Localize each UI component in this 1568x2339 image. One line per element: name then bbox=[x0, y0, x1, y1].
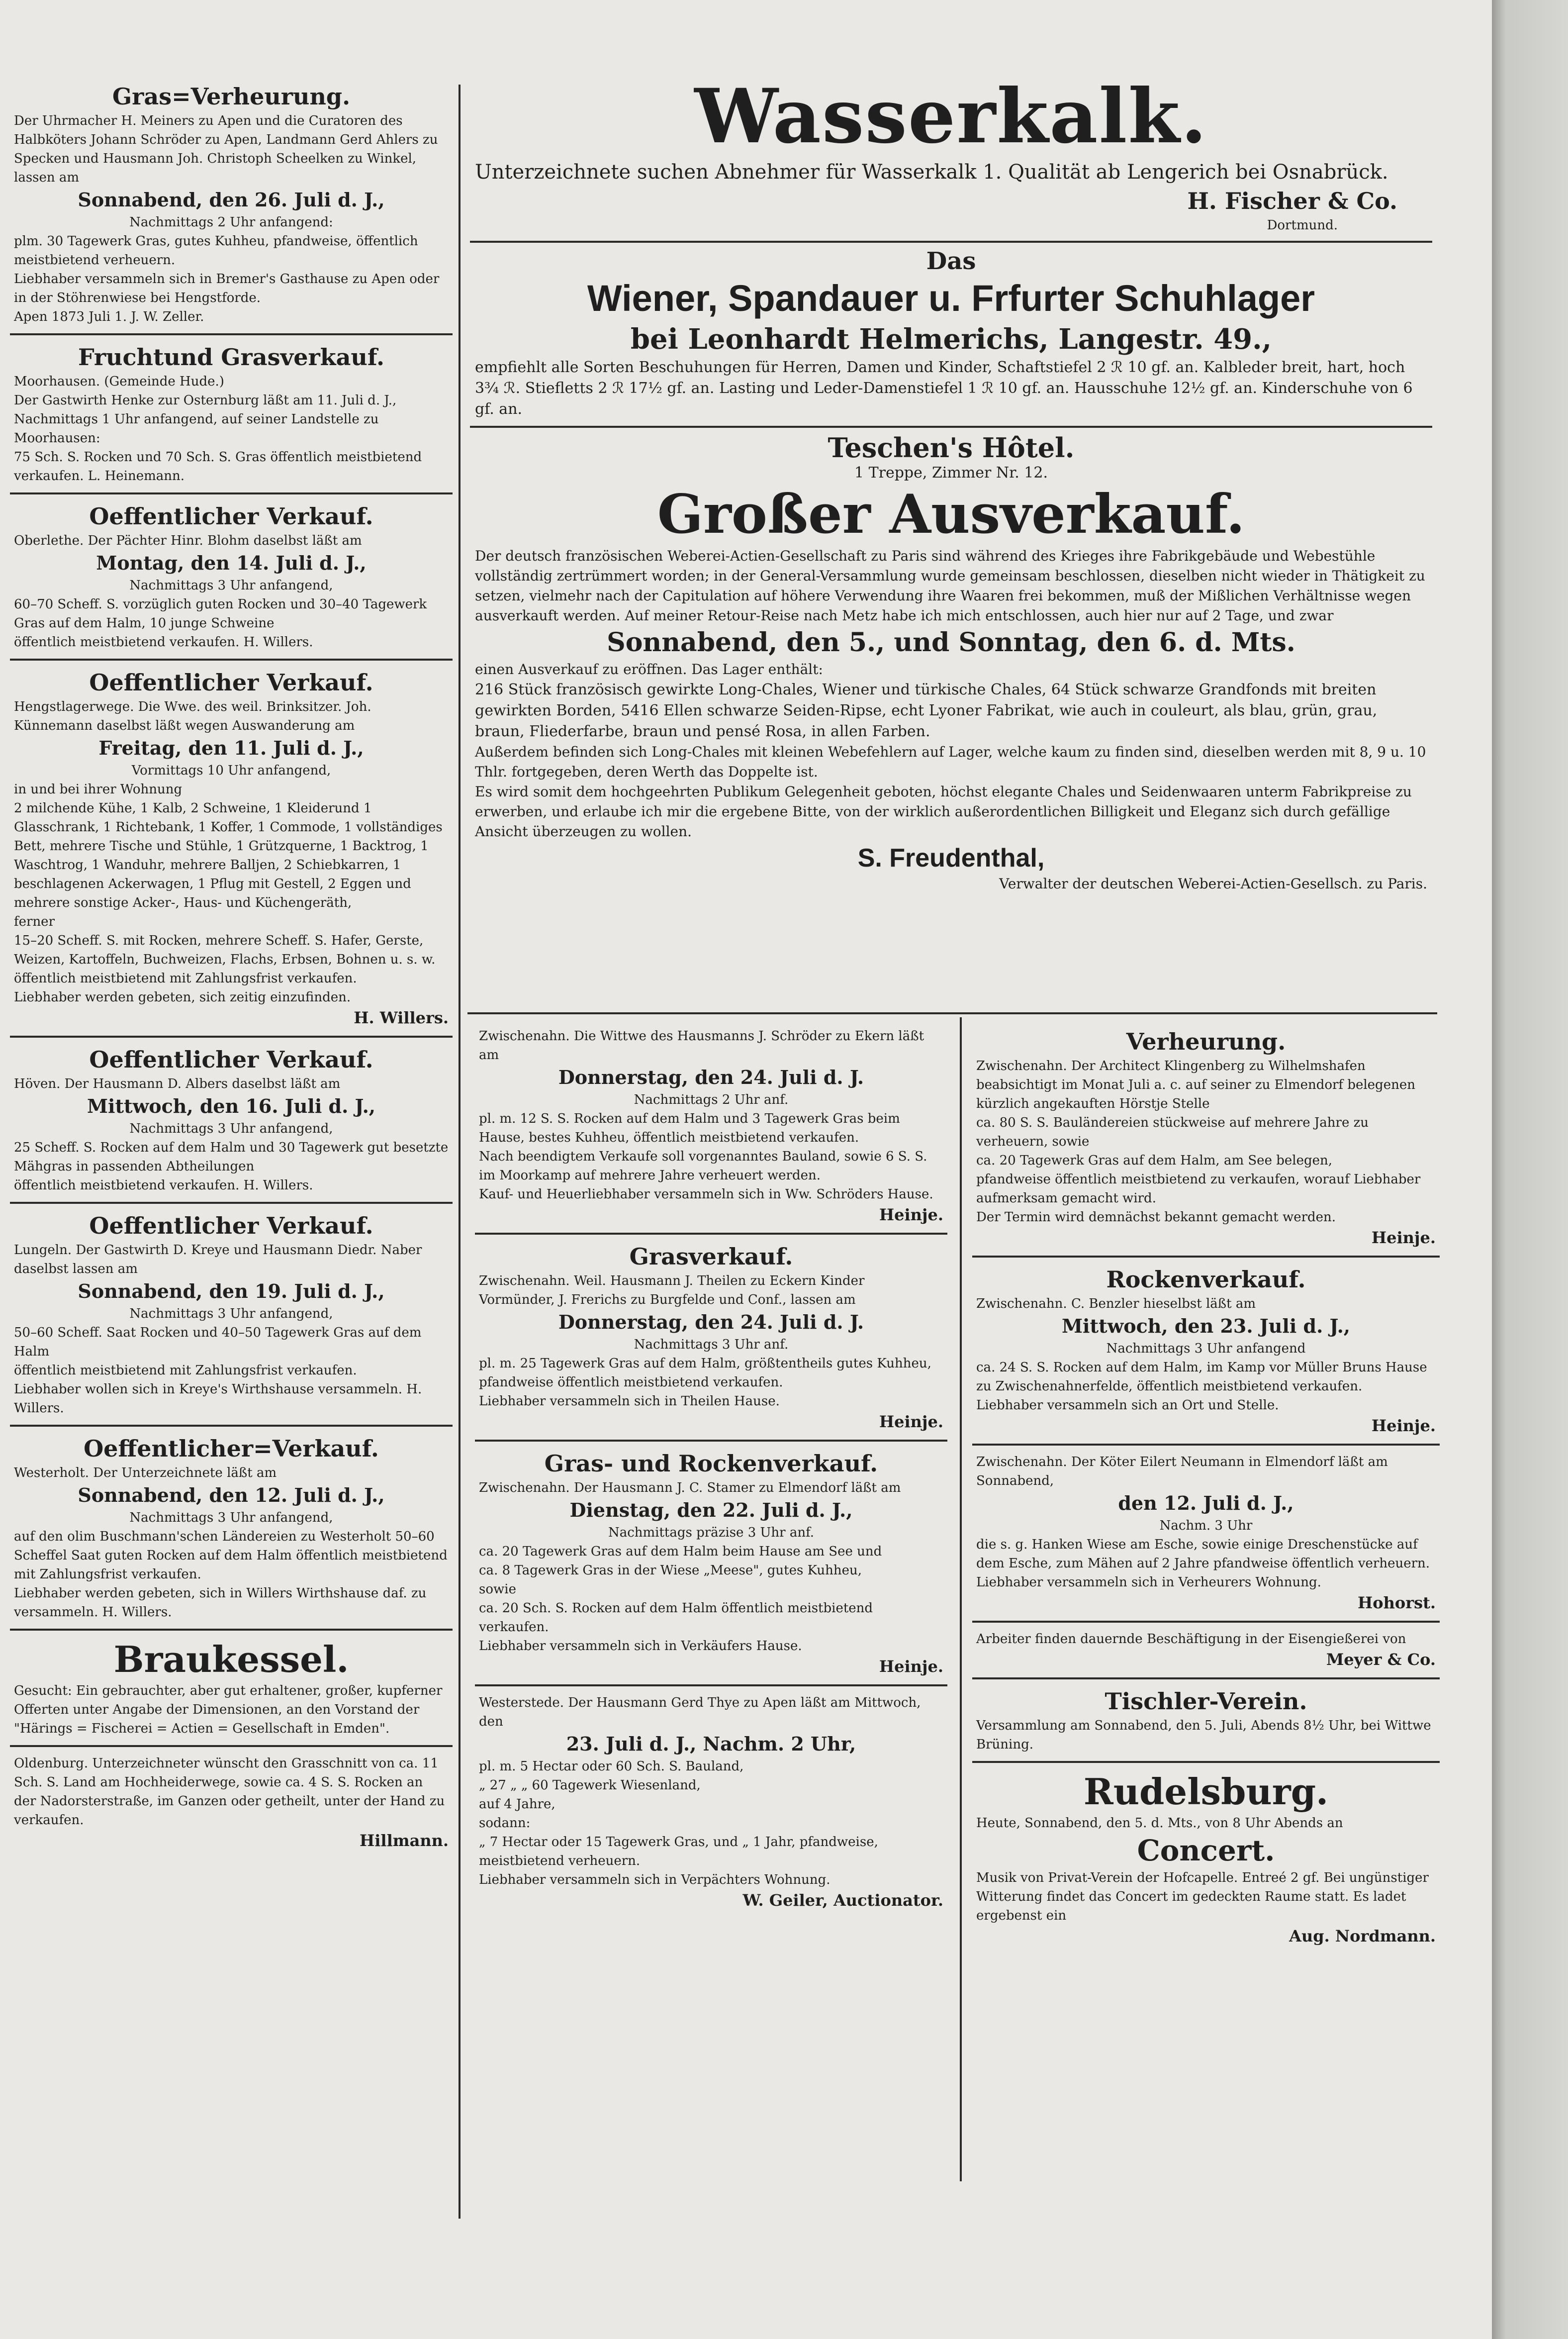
left-ad-line: Lungeln. Der Gastwirth D. Kreye und Hausmann Diedr. Naber daselbst lassen am bbox=[14, 1243, 422, 1276]
left-ad-title: Braukessel. bbox=[113, 1638, 349, 1680]
left-ad-title: Oeffentlicher Verkauf. bbox=[89, 503, 373, 530]
ausverkauf-title: Großer Ausverkauf. bbox=[657, 483, 1245, 546]
ausverkauf-p5: Es wird somit dem hochgeehrten Publikum Gelegenheit geboten, höchst elegante Chales und Seidenwaaren unterm Fabrikpreise zu erwerben, und erlaube ich mir die ergebene Bitte, von der wirklich außerordentlichen Billigkeit und Eleganz sich durch gefällige Ansicht überzeugen zu wollen. bbox=[475, 783, 1412, 840]
right-ad-line: Heinje. bbox=[1371, 1228, 1436, 1247]
left-ad-line: Sonnabend, den 12. Juli d. J., bbox=[78, 1484, 385, 1506]
right-ad-line: Liebhaber versammeln sich an Ort und Stelle. bbox=[976, 1398, 1279, 1413]
mid-ad-line: Dienstag, den 22. Juli d. J., bbox=[569, 1499, 853, 1521]
left-ad-line: in und bei ihrer Wohnung bbox=[14, 782, 183, 797]
mid-ad-line: Liebhaber versammeln sich in Theilen Hause. bbox=[479, 1394, 780, 1409]
left-ad-line: 25 Scheff. S. Rocken auf dem Halm und 30 Tagewerk gut besetzte Mähgras in passenden Abtheilungen bbox=[14, 1140, 449, 1174]
wasserkalk-firm: H. Fischer & Co. bbox=[1187, 188, 1397, 214]
right-ad bbox=[972, 1679, 1440, 1763]
right-ad bbox=[972, 1020, 1440, 1258]
left-ad bbox=[10, 1747, 453, 1858]
left-ad-title: Oeffentlicher=Verkauf. bbox=[84, 1435, 379, 1462]
schuhlager-text: empfiehlt alle Sorten Beschuhungen für Herren, Damen und Kinder, Schaftstiefel 2 ℛ 10 gf. an. Kalbleder breit, hart, hoch 3¾ ℛ. Stiefletts 2 ℛ 17½ gf. an. Lasting und Leder-Damenstiefel 1 ℛ 10 gf. an. Hausschuhe 12½ gf. an. Kinderschuhe von 6 gf. an. bbox=[475, 359, 1413, 418]
mid-ad-title: Grasverkauf. bbox=[629, 1243, 793, 1270]
right-ad-line: Liebhaber versammeln sich in Verheurers Wohnung. bbox=[976, 1575, 1321, 1590]
left-ad-line: 50–60 Scheff. Saat Rocken und 40–50 Tagewerk Gras auf dem Halm bbox=[14, 1325, 422, 1359]
right-ad bbox=[972, 1623, 1440, 1679]
left-ad bbox=[10, 335, 453, 494]
left-ad-line: 75 Sch. S. Rocken und 70 Sch. S. Gras öffentlich meistbietend verkaufen. L. Heinemann. bbox=[14, 450, 422, 484]
left-ad-line: Nachmittags 2 Uhr anfangend: bbox=[129, 215, 333, 230]
right-ad-line: ca. 20 Tagewerk Gras auf dem Halm, am See belegen, bbox=[976, 1153, 1332, 1168]
left-ad-line: Gesucht: Ein gebrauchter, aber gut erhaltener, großer, kupferner bbox=[14, 1683, 443, 1698]
left-ad bbox=[10, 1631, 453, 1747]
right-ad-title: Verheurung. bbox=[1126, 1028, 1286, 1055]
mid-ad-line: sodann: bbox=[479, 1816, 531, 1831]
mid-ad-line: W. Geiler, Auctionator. bbox=[742, 1891, 943, 1910]
right-ad-line: pfandweise öffentlich meistbietend zu verkaufen, worauf Liebhaber aufmerksam gemacht wird. bbox=[976, 1172, 1421, 1206]
left-ad bbox=[10, 1204, 453, 1427]
left-ad-line: öffentlich meistbietend verkaufen. H. Willers. bbox=[14, 635, 313, 650]
left-ad-line: Vormittags 10 Uhr anfangend, bbox=[131, 763, 331, 778]
column-rule-left bbox=[459, 85, 461, 2219]
left-ad-line: Moorhausen. (Gemeinde Hude.) bbox=[14, 374, 224, 389]
right-ad-line: den 12. Juli d. J., bbox=[1118, 1492, 1294, 1514]
right-ad bbox=[972, 1446, 1440, 1623]
right-ad-line: Nachm. 3 Uhr bbox=[1159, 1518, 1253, 1533]
left-ad-line: plm. 30 Tagewerk Gras, gutes Kuhheu, pfandweise, öffentlich meistbietend verheuern. bbox=[14, 234, 418, 268]
wasserkalk-city: Dortmund. bbox=[1267, 218, 1338, 233]
mid-ad-line: Liebhaber versammeln sich in Verpächters Wohnung. bbox=[479, 1872, 830, 1887]
ausverkauf-ad bbox=[470, 428, 1432, 897]
right-ad-title: Rockenverkauf. bbox=[1106, 1266, 1306, 1293]
right-ad-line: Concert. bbox=[1137, 1834, 1275, 1867]
mid-ad-line: Zwischenahn. Die Wittwe des Hausmanns J. Schröder zu Ekern läßt am bbox=[479, 1029, 924, 1063]
mid-ad-line: Zwischenahn. Der Hausmann J. C. Stamer zu Elmendorf läßt am bbox=[479, 1480, 901, 1495]
left-ad-line: öffentlich meistbietend mit Zahlungsfrist verkaufen. bbox=[14, 971, 357, 986]
left-ad bbox=[10, 494, 453, 661]
mid-ad-title: Gras- und Rockenverkauf. bbox=[544, 1450, 878, 1477]
mid-ad-line: auf 4 Jahre, bbox=[479, 1797, 555, 1812]
left-ad-title: Oeffentlicher Verkauf. bbox=[89, 1212, 373, 1239]
right-ad-line: Zwischenahn. Der Köter Eilert Neumann in Elmendorf läßt am Sonnabend, bbox=[976, 1455, 1388, 1488]
mid-ad-line: „ 7 Hectar oder 15 Tagewerk Gras, und „ 1 Jahr, pfandweise, bbox=[479, 1835, 878, 1850]
mid-ad-line: Westerstede. Der Hausmann Gerd Thye zu Apen läßt am Mittwoch, den bbox=[479, 1695, 921, 1729]
left-ad-line: Freitag, den 11. Juli d. J., bbox=[98, 737, 364, 759]
right-ad-title: Tischler-Verein. bbox=[1105, 1688, 1307, 1715]
left-ad-line: Liebhaber werden gebeten, sich zeitig einzufinden. bbox=[14, 990, 351, 1005]
wasserkalk-title: Wasserkalk. bbox=[694, 75, 1208, 160]
mid-ad bbox=[475, 1442, 947, 1686]
right-ad-line: Nachmittags 3 Uhr anfangend bbox=[1106, 1341, 1306, 1356]
mid-ad-line: Heinje. bbox=[879, 1412, 943, 1431]
ausverkauf-dates: Sonnabend, den 5., und Sonntag, den 6. d. Mts. bbox=[607, 627, 1295, 658]
column-rule-mid bbox=[960, 1017, 962, 2181]
left-ad-line: Höven. Der Hausmann D. Albers daselbst läßt am bbox=[14, 1076, 341, 1091]
left-ad-line: auf den olim Buschmann'schen Ländereien zu Westerholt 50–60 Scheffel Saat guten Rocken auf dem Halm öffentlich meistbietend mit Zahlungsfrist verkaufen. bbox=[14, 1529, 448, 1582]
right-ad-line: Der Termin wird demnächst bekannt gemacht werden. bbox=[976, 1210, 1336, 1225]
left-ad-line: Hengstlagerwege. Die Wwe. des weil. Brinksitzer. Joh. Künnemann daselbst läßt wegen Auswanderung am bbox=[14, 699, 371, 733]
left-ad-line: 2 milchende Kühe, 1 Kalb, 2 Schweine, 1 Kleiderund 1 Glasschrank, 1 Richtebank, 1 Koffer, 1 Commode, 1 vollständiges Bett, mehrere Tische und Stühle, 1 Grützquerne, 1 Backtrog, 1 Waschtrog, 1 Wanduhr, mehrere Balljen, 2 Schiebkarren, 1 beschlagenen Ackerwagen, 1 Pflug mit Gestell, 2 Eggen und mehrere sonstige Acker-, Haus- und Küchengeräth, bbox=[14, 801, 443, 910]
mid-ad-line: Kauf- und Heuerliebhaber versammeln sich in Ww. Schröders Hause. bbox=[479, 1187, 933, 1202]
left-ad-line: ferner bbox=[14, 914, 55, 929]
ausverkauf-p1: Der deutsch französischen Weberei-Actien-Gesellschaft zu Paris sind während des Krieges ihre Fabrikgebäude und Webestühle vollständig zertrümmert worden; in der General-Versammlung wurde gemeinsam beschlossen, dieselben nicht wieder in Thätigkeit zu setzen, vielmehr nach der Capitulation auf höhere Verwendung ihre Waaren frei bekommen, muß der Mißlichen Verhältnisse wegen ausverkauft werden. Auf meiner Retour-Reise nach Metz habe ich mich entschlossen, auch hier nur auf 2 Tage, und zwar bbox=[475, 548, 1425, 624]
left-ad-line: Oberlethe. Der Pächter Hinr. Blohm daselbst läßt am bbox=[14, 533, 362, 548]
right-ad bbox=[972, 1258, 1440, 1446]
left-ad-line: Liebhaber werden gebeten, sich in Willers Wirthshause daf. zu versammeln. H. Willers. bbox=[14, 1586, 427, 1620]
left-column bbox=[10, 75, 453, 2229]
ausverkauf-signature-title: Verwalter der deutschen Weberei-Actien-Gesellsch. zu Paris. bbox=[999, 876, 1427, 892]
right-ad-line: Heute, Sonnabend, den 5. d. Mts., von 8 Uhr Abends an bbox=[976, 1816, 1343, 1831]
left-ad-line: Montag, den 14. Juli d. J., bbox=[96, 552, 367, 574]
ausverkauf-signature: S. Freudenthal, bbox=[857, 844, 1045, 873]
mid-ad-line: 23. Juli d. J., Nachm. 2 Uhr, bbox=[566, 1733, 856, 1755]
mid-ad-line: ca. 8 Tagewerk Gras in der Wiese „Meese", gutes Kuhheu, bbox=[479, 1563, 862, 1578]
right-ad-line: Zwischenahn. Der Architect Klingenberg zu Wilhelmshafen beabsichtigt im Monat Juli a. c. auf seiner zu Elmendorf belegenen kürzlich angekauften Hörstje Stelle bbox=[976, 1059, 1415, 1111]
left-ad-line: Hillmann. bbox=[360, 1831, 449, 1850]
left-ad-title: Oeffentlicher Verkauf. bbox=[89, 669, 373, 696]
wasserkalk-text: Unterzeichnete suchen Abnehmer für Wasserkalk 1. Qualität ab Lengerich bei Osnabrück. bbox=[475, 161, 1388, 184]
wasserkalk-ad bbox=[470, 75, 1432, 243]
left-ad-line: Nachmittags 3 Uhr anfangend, bbox=[129, 1306, 333, 1321]
right-ad-line: ca. 80 S. S. Bauländereien stückweise auf mehrere Jahre zu verheuern, sowie bbox=[976, 1115, 1369, 1149]
left-ad-line: Oldenburg. Unterzeichneter wünscht den Grasschnitt von ca. 11 Sch. S. Land am Hochheiderwege, sowie ca. 4 S. S. Rocken an der Nadorsterstraße, im Ganzen oder getheilt, unter der Hand zu verkaufen. bbox=[14, 1756, 445, 1828]
mid-ad-line: Heinje. bbox=[879, 1657, 943, 1676]
mid-ad-line: Nachmittags 2 Uhr anf. bbox=[634, 1092, 789, 1107]
right-ad-line: Hohorst. bbox=[1358, 1593, 1436, 1612]
schuhlager-das: Das bbox=[926, 247, 976, 275]
schuhlager-title: Wiener, Spandauer u. Frfurter Schuhlager bbox=[587, 278, 1315, 319]
mid-ad-line: meistbietend verheuern. bbox=[479, 1853, 641, 1868]
left-ad-line: Nachmittags 3 Uhr anfangend, bbox=[129, 578, 333, 593]
left-ad-title: Fruchtund Grasverkauf. bbox=[78, 344, 385, 371]
mid-ad-line: Donnerstag, den 24. Juli d. J. bbox=[558, 1066, 864, 1088]
left-ad-line: 15–20 Scheff. S. mit Rocken, mehrere Scheff. S. Hafer, Gerste, Weizen, Kartoffeln, Buchweizen, Flachs, Erbsen, Bohnen u. s. w. bbox=[14, 933, 436, 967]
right-ad bbox=[972, 1763, 1440, 1954]
mid-ad-line: Nach beendigtem Verkaufe soll vorgenanntes Bauland, sowie 6 S. S. im Moorkamp auf mehrere Jahre verheuert werden. bbox=[479, 1149, 927, 1183]
top-right-block bbox=[470, 75, 1432, 1020]
middle-column bbox=[475, 1020, 947, 2189]
left-ad-line: Sonnabend, den 19. Juli d. J., bbox=[78, 1280, 385, 1302]
left-ad bbox=[10, 75, 453, 335]
right-ad-line: Aug. Nordmann. bbox=[1289, 1927, 1436, 1946]
mid-ad-line: Donnerstag, den 24. Juli d. J. bbox=[558, 1311, 864, 1333]
right-ad-line: Versammlung am Sonnabend, den 5. Juli, Abends 8½ Uhr, bei Wittwe Brüning. bbox=[976, 1718, 1431, 1752]
left-ad-line: Offerten unter Angabe der Dimensionen, an den Vorstand der "Härings = Fischerei = Actien = Gesellschaft in Emden". bbox=[14, 1702, 420, 1736]
right-ad-line: Musik von Privat-Verein der Hofcapelle. Entreé 2 gf. Bei ungünstiger Witterung findet das Concert im gedeckten Raume statt. Es ladet ergebenst ein bbox=[976, 1870, 1429, 1923]
mid-ad-line: sowie bbox=[479, 1582, 516, 1597]
mid-ad-line: pl. m. 12 S. S. Rocken auf dem Halm und 3 Tagewerk Gras beim Hause, bestes Kuhheu, öffentlich meistbietend verkaufen. bbox=[479, 1111, 900, 1145]
schuhlager-by: bei Leonhardt Helmerichs, Langestr. 49., bbox=[630, 323, 1272, 356]
mid-ad-line: pl. m. 5 Hectar oder 60 Sch. S. Bauland, bbox=[479, 1759, 744, 1774]
left-ad-line: 60–70 Scheff. S. vorzüglich guten Rocken und 30–40 Tagewerk Gras auf dem Halm, 10 junge Schweine bbox=[14, 597, 427, 631]
mid-ad bbox=[475, 1235, 947, 1442]
left-ad bbox=[10, 661, 453, 1038]
mid-ad bbox=[475, 1020, 947, 1235]
mid-ad-line: pl. m. 25 Tagewerk Gras auf dem Halm, größtentheils gutes Kuhheu, pfandweise öffentlich meistbietend verkaufen. bbox=[479, 1356, 931, 1390]
right-ad-title: Rudelsburg. bbox=[1083, 1770, 1329, 1813]
left-ad bbox=[10, 1038, 453, 1204]
hotel-room: 1 Treppe, Zimmer Nr. 12. bbox=[854, 464, 1048, 482]
mid-ad-line: Heinje. bbox=[879, 1205, 943, 1224]
ausverkauf-p3: 216 Stück französisch gewirkte Long-Chales, Wiener und türkische Chales, 64 Stück schwarze Grandfonds mit breiten gewirkten Borden, 5416 Ellen schwarze Seiden-Ripse, echt Lyoner Fabrikat, wie auch in couleurt, als blau, grün, grau, braun, Fliederfarbe, braun und pensé Rosa, in allen Farben. bbox=[475, 681, 1378, 740]
ausverkauf-p2: einen Ausverkauf zu eröffnen. Das Lager enthält: bbox=[475, 661, 823, 678]
left-ad-line: Der Uhrmacher H. Meiners zu Apen und die Curatoren des Halbköters Johann Schröder zu Apen, Landmann Gerd Ahlers zu Specken und Hausmann Joh. Christoph Scheelken zu Winkel, lassen am bbox=[14, 113, 438, 185]
left-ad-line: Der Gastwirth Henke zur Osternburg läßt am 11. Juli d. J., Nachmittags 1 Uhr anfangend, auf seiner Landstelle zu Moorhausen: bbox=[14, 393, 397, 446]
mid-ad-line: Nachmittags präzise 3 Uhr anf. bbox=[608, 1525, 815, 1540]
mid-ad bbox=[475, 1686, 947, 1918]
left-ad-line: Mittwoch, den 16. Juli d. J., bbox=[87, 1095, 376, 1117]
ausverkauf-p4: Außerdem befinden sich Long-Chales mit kleinen Webefehlern auf Lager, welche kaum zu finden sind, dieselben werden mit 8, 9 u. 10 Thlr. fortgegeben, deren Werth das Doppelte ist. bbox=[475, 744, 1426, 780]
left-ad-line: öffentlich meistbietend mit Zahlungsfrist verkaufen. bbox=[14, 1363, 357, 1378]
hotel-name: Teschen's Hôtel. bbox=[828, 432, 1075, 464]
left-ad-line: Nachmittags 3 Uhr anfangend, bbox=[129, 1121, 333, 1136]
left-ad-line: Sonnabend, den 26. Juli d. J., bbox=[78, 189, 385, 211]
right-ad-line: Zwischenahn. C. Benzler hieselbst läßt am bbox=[976, 1296, 1256, 1311]
right-ad-line: Arbeiter finden dauernde Beschäftigung in der Eisengießerei von bbox=[976, 1632, 1406, 1647]
left-ad-line: Apen 1873 Juli 1. J. W. Zeller. bbox=[14, 309, 204, 324]
right-ad-line: Meyer & Co. bbox=[1326, 1650, 1436, 1669]
left-ad-title: Oeffentlicher Verkauf. bbox=[89, 1046, 373, 1073]
right-ad-line: Heinje. bbox=[1371, 1416, 1436, 1435]
mid-ad-line: ca. 20 Tagewerk Gras auf dem Halm beim Hause am See und bbox=[479, 1544, 882, 1559]
left-ad-line: Liebhaber wollen sich in Kreye's Wirthshause versammeln. H. Willers. bbox=[14, 1382, 422, 1416]
left-ad bbox=[10, 1427, 453, 1631]
mid-ad-line: ca. 20 Sch. S. Rocken auf dem Halm öffentlich meistbietend verkaufen. bbox=[479, 1601, 873, 1635]
left-ad-title: Gras=Verheurung. bbox=[112, 83, 351, 110]
right-column bbox=[972, 1020, 1440, 2189]
left-ad-line: Nachmittags 3 Uhr anfangend, bbox=[129, 1510, 333, 1525]
mid-ad-line: „ 27 „ „ 60 Tagewerk Wiesenland, bbox=[479, 1778, 701, 1793]
page-edge-shadow bbox=[1492, 0, 1568, 2339]
right-ad-line: Mittwoch, den 23. Juli d. J., bbox=[1061, 1315, 1351, 1337]
right-ad-line: ca. 24 S. S. Rocken auf dem Halm, im Kamp vor Müller Bruns Hause zu Zwischenahnerfelde, öffentlich meistbietend verkaufen. bbox=[976, 1360, 1427, 1394]
schuhlager-ad bbox=[470, 243, 1432, 428]
mid-ad-line: Zwischenahn. Weil. Hausmann J. Theilen zu Eckern Kinder Vormünder, J. Frerichs zu Burgfelde und Conf., lassen am bbox=[479, 1273, 865, 1307]
left-ad-line: Westerholt. Der Unterzeichnete läßt am bbox=[14, 1465, 277, 1480]
left-ad-line: Liebhaber versammeln sich in Bremer's Gasthause zu Apen oder in der Stöhrenwiese bei Hengstforde. bbox=[14, 272, 440, 305]
mid-ad-line: Nachmittags 3 Uhr anf. bbox=[634, 1337, 789, 1352]
left-ad-line: H. Willers. bbox=[354, 1008, 449, 1027]
right-ad-line: die s. g. Hanken Wiese am Esche, sowie einige Dreschenstücke auf dem Esche, zum Mähen auf 2 Jahre pfandweise öffentlich verheuern. bbox=[976, 1537, 1430, 1571]
left-ad-line: öffentlich meistbietend verkaufen. H. Willers. bbox=[14, 1178, 313, 1193]
mid-ad-line: Liebhaber versammeln sich in Verkäufers Hause. bbox=[479, 1639, 802, 1654]
